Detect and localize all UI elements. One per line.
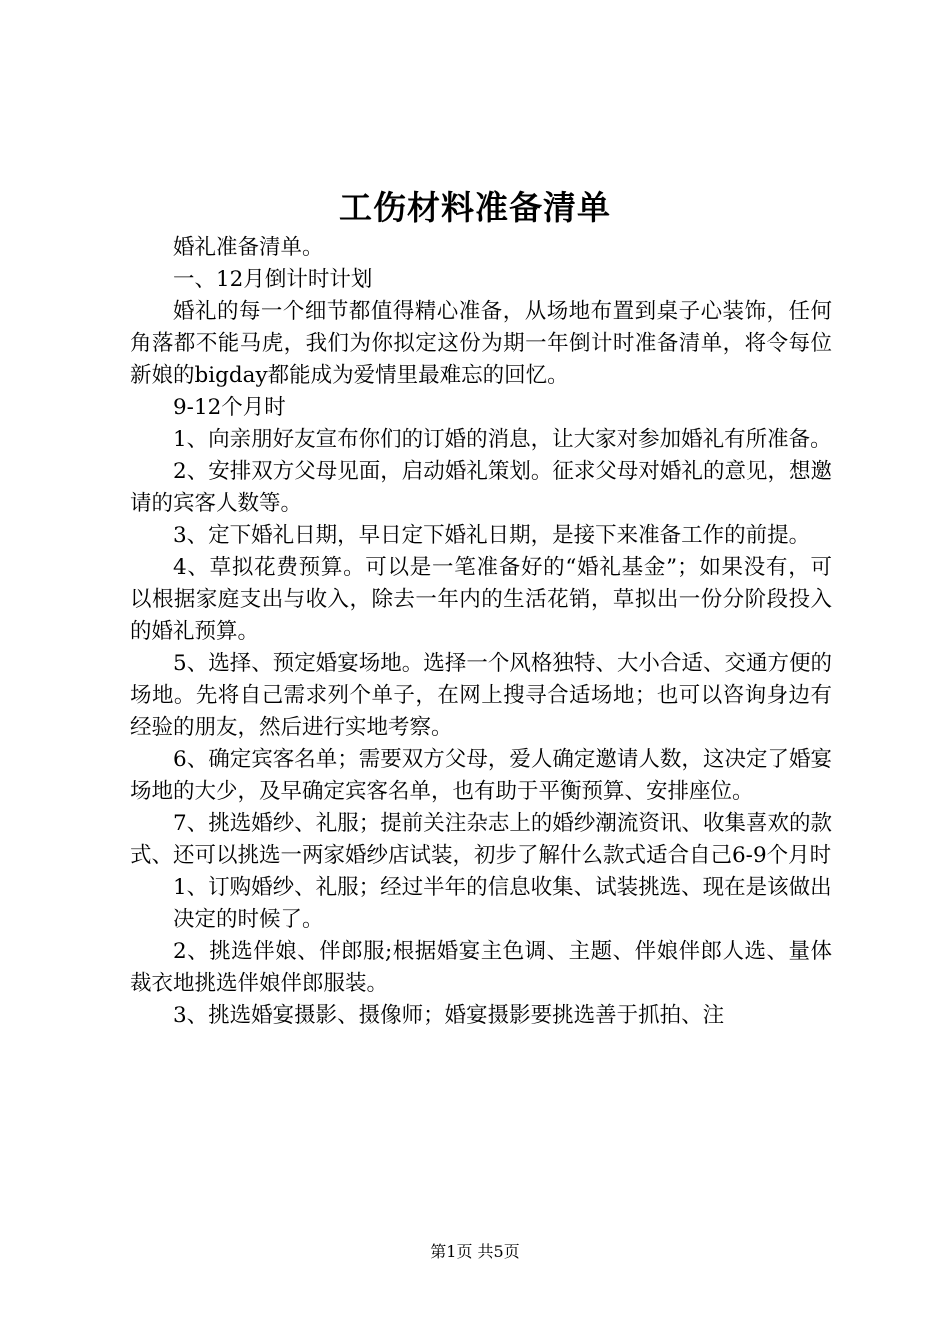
paragraph: 决定的时候了。 — [173, 907, 324, 932]
paragraph: 5、选择、预定婚宴场地。选择一个风格独特、大小合适、交通方便的场地。先将自己需求列个单子，在网上搜寻合适场地；也可以咨询身边有经验的朋友，然后进行实地考察。 — [130, 651, 832, 740]
paragraph: 2、安排双方父母见面，启动婚礼策划。征求父母对婚礼的意见，想邀请的宾客人数等。 — [130, 459, 832, 516]
paragraph: 一、12月倒计时计划 — [173, 267, 373, 292]
page-footer: 第1页 共5页 — [430, 1242, 520, 1261]
document-title: 工伤材料准备清单 — [339, 188, 611, 227]
paragraph: 7、挑选婚纱、礼服；提前关注杂志上的婚纱潮流资讯、收集喜欢的款式、还可以挑选一两家婚纱店试装，初步了解什么款式适合自己6-9个月时 — [130, 811, 832, 868]
paragraph: 3、定下婚礼日期，早日定下婚礼日期，是接下来准备工作的前提。 — [173, 523, 811, 548]
paragraph: 4、草拟花费预算。可以是一笔准备好的“婚礼基金”；如果没有，可以根据家庭支出与收入，除去一年内的生活花销，草拟出一份分阶段投入的婚礼预算。 — [130, 555, 832, 644]
paragraph: 3、挑选婚宴摄影、摄像师；婚宴摄影要挑选善于抓拍、注 — [173, 1003, 725, 1028]
paragraph: 1、向亲朋好友宣布你们的订婚的消息，让大家对参加婚礼有所准备。 — [173, 427, 832, 452]
paragraph: 1、订购婚纱、礼服；经过半年的信息收集、试装挑选、现在是该做出 — [173, 875, 832, 900]
paragraph: 婚礼的每一个细节都值得精心准备，从场地布置到桌子心装饰，任何角落都不能马虎，我们为你拟定这份为期一年倒计时准备清单，将令每位新娘的bigday都能成为爱情里最难忘的回忆。 — [130, 299, 832, 388]
paragraph: 6、确定宾客名单；需要双方父母，爱人确定邀请人数，这决定了婚宴场地的大少，及早确定宾客名单，也有助于平衡预算、安排座位。 — [130, 747, 832, 804]
document-body — [130, 232, 832, 1032]
paragraph: 2、挑选伴娘、伴郎服;根据婚宴主色调、主题、伴娘伴郎人选、量体裁衣地挑选伴娘伴郎服装。 — [130, 939, 832, 996]
paragraph: 9-12个月时 — [173, 395, 286, 420]
paragraph: 婚礼准备清单。 — [173, 235, 324, 260]
